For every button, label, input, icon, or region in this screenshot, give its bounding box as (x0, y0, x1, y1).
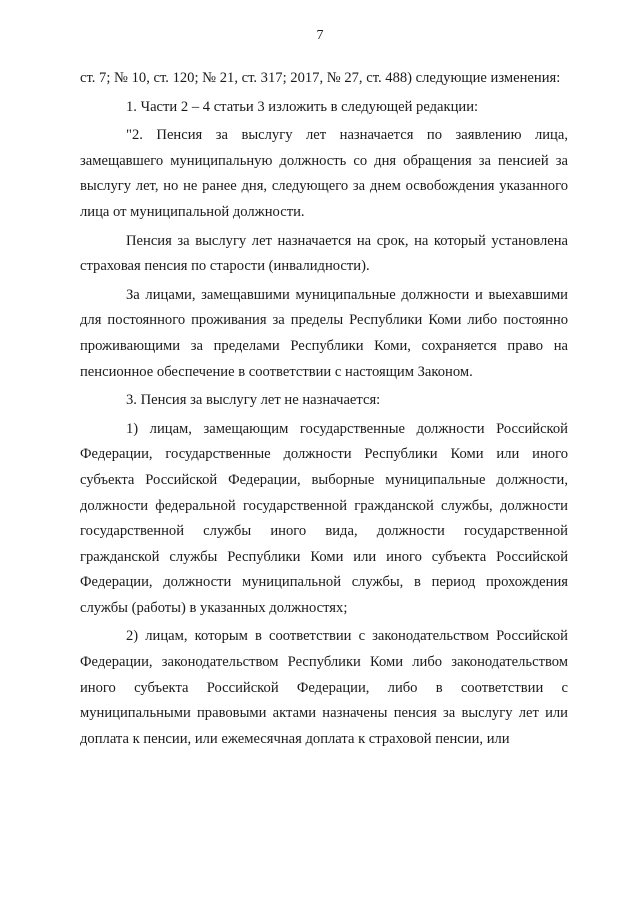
paragraph-part-3: 3. Пенсия за выслугу лет не назначается: (126, 392, 381, 409)
paragraph-item-2: 2) лицам, которым в соответствии с законодательством Российской Федерации, законодательством Республики Коми либо законодательством иного субъекта Российской Федерации, либо в соответствии с муниципальными правовыми актами назначены пенсия за выслугу лет или доплата к пенсии, или ежемесячная доплата к страховой пенсии, или (80, 628, 568, 747)
paragraph-residence-right: За лицами, замещавшими муниципальные должности и выехавшими для постоянного проживания за пределы Республики Коми либо постоянно проживающими за пределами Республики Коми, сохраняется право на пенсионное обеспечение в соответствии с настоящим Законом. (80, 286, 568, 380)
paragraph-amendment-1: 1. Части 2 – 4 статьи 3 изложить в следующей редакции: (126, 98, 479, 115)
paragraph-item-1: 1) лицам, замещающим государственные должности Российской Федерации, государственные должности Республики Коми или иного субъекта Российской Федерации, выборные муниципальные должности, должности федеральной государственной гражданской службы, должности государственной службы иного вида, должности государственной гражданской службы Республики Коми или иного субъекта Российской Федерации, должности муниципальной службы, в период прохождения службы (работы) в указанных должностях; (80, 420, 568, 616)
paragraph-pension-term: Пенсия за выслугу лет назначается на срок, на который установлена страховая пенсия по старости (инвалидности). (80, 232, 568, 275)
document-body (80, 66, 568, 755)
paragraph-part-2: "2. Пенсия за выслугу лет назначается по заявлению лица, замещавшего муниципальную должность со дня обращения за пенсией за выслугу лет, но не ранее дня, следующего за днем освобождения указанного лица от муниципальной должности. (80, 127, 568, 220)
page-number: 7 (316, 28, 324, 43)
paragraph-continuation: ст. 7; № 10, ст. 120; № 21, ст. 317; 2017, № 27, ст. 488) следующие изменения: (80, 70, 561, 86)
